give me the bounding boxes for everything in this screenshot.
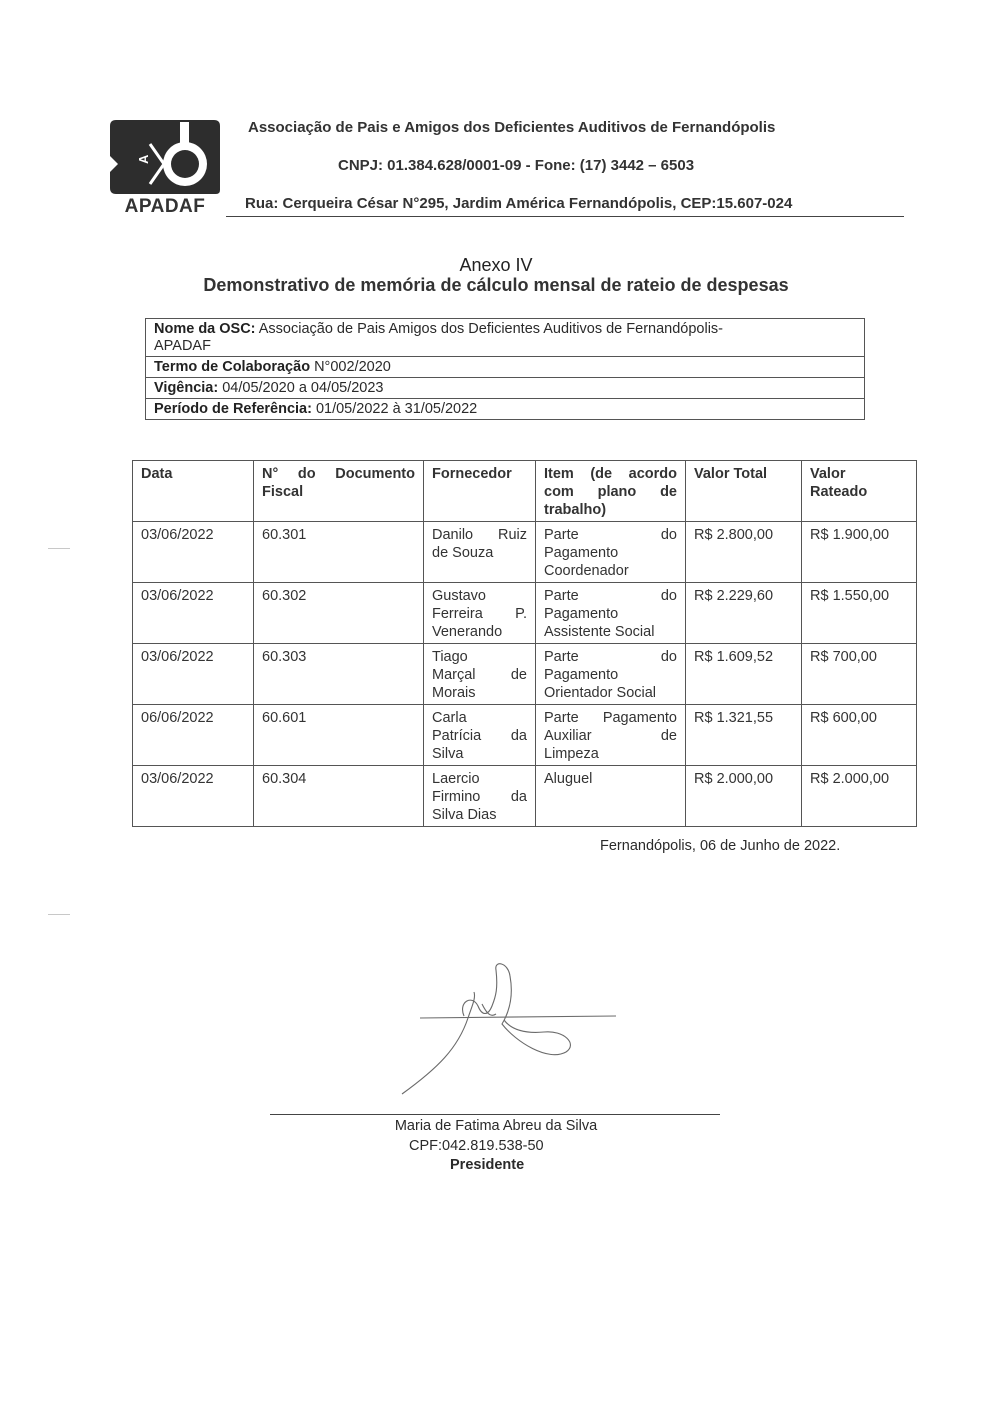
- cell-data: 06/06/2022: [133, 705, 254, 766]
- cell-valor-total: R$ 2.000,00: [686, 766, 802, 827]
- cell-documento: 60.301: [254, 522, 424, 583]
- org-name: Associação de Pais e Amigos dos Deficientes Auditivos de Fernandópolis: [248, 119, 776, 136]
- cell-item: Aluguel: [536, 766, 686, 827]
- logo-text: APADAF: [124, 196, 206, 217]
- cell-fornecedor: Tiago Marçal de Morais: [424, 644, 536, 705]
- address: Rua: Cerqueira César N°295, Jardim América Fernandópolis, CEP:15.607-024: [245, 195, 793, 212]
- header-item: Item (de acordo com plano de trabalho): [536, 461, 686, 522]
- vigencia-row: [146, 378, 864, 399]
- cell-valor-total: R$ 2.229,60: [686, 583, 802, 644]
- table-row: [133, 705, 917, 766]
- termo-value: N°002/2020: [310, 359, 391, 375]
- vigencia-value: 04/05/2020 a 04/05/2023: [218, 380, 384, 396]
- cell-valor-rateado: R$ 600,00: [802, 705, 917, 766]
- cell-data: 03/06/2022: [133, 522, 254, 583]
- scan-mark: [48, 914, 70, 915]
- cell-valor-rateado: R$ 700,00: [802, 644, 917, 705]
- periodo-row: [146, 399, 864, 420]
- expense-table: [132, 460, 917, 827]
- cell-documento: 60.302: [254, 583, 424, 644]
- periodo-value: 01/05/2022 à 31/05/2022: [311, 401, 478, 417]
- document-subtitle: Demonstrativo de memória de cálculo mensal de rateio de despesas: [203, 275, 789, 295]
- table-row: [133, 583, 917, 644]
- header-data: Data: [133, 461, 254, 522]
- table-row: [133, 644, 917, 705]
- cell-fornecedor: Gustavo Ferreira P. Venerando: [424, 583, 536, 644]
- cell-valor-total: R$ 2.800,00: [686, 522, 802, 583]
- osc-info-box: [145, 318, 865, 420]
- place-date: Fernandópolis, 06 de Junho de 2022.: [600, 838, 841, 854]
- table-row: [133, 766, 917, 827]
- cell-documento: 60.304: [254, 766, 424, 827]
- cell-valor-rateado: R$ 1.550,00: [802, 583, 917, 644]
- periodo-label: Período de Referência:: [154, 401, 312, 417]
- termo-row: [146, 357, 864, 378]
- osc-name-row: [146, 319, 864, 357]
- cell-fornecedor: Danilo Ruiz de Souza: [424, 522, 536, 583]
- cell-data: 03/06/2022: [133, 766, 254, 827]
- cnpj-phone: CNPJ: 01.384.628/0001-09 - Fone: (17) 3442 – 6503: [338, 157, 695, 174]
- header-fornecedor: Fornecedor: [424, 461, 536, 522]
- vigencia-label: Vigência:: [154, 380, 219, 396]
- cell-documento: 60.601: [254, 705, 424, 766]
- header-valor-total: Valor Total: [686, 461, 802, 522]
- osc-name-label: Nome da OSC:: [154, 321, 256, 337]
- termo-label: Termo de Colaboração: [154, 359, 311, 375]
- cell-valor-total: R$ 1.609,52: [686, 644, 802, 705]
- table-row: [133, 522, 917, 583]
- osc-name-value: Associação de Pais Amigos dos Deficientes Auditivos de Fernandópolis-: [255, 321, 723, 337]
- cell-data: 03/06/2022: [133, 644, 254, 705]
- header-documento: N° do Documento Fiscal: [254, 461, 424, 522]
- signatory-role: Presidente: [450, 1157, 525, 1173]
- table-header-row: [133, 461, 917, 522]
- scan-mark: [48, 548, 70, 549]
- annex-title: Anexo IV: [459, 255, 533, 275]
- cell-fornecedor: Carla Patrícia da Silva: [424, 705, 536, 766]
- cell-item: Parte do Pagamento Coordenador: [536, 522, 686, 583]
- svg-text:A: A: [136, 154, 151, 164]
- header-divider: [226, 216, 904, 217]
- signature-line: [270, 1114, 720, 1115]
- cell-documento: 60.303: [254, 644, 424, 705]
- cell-data: 03/06/2022: [133, 583, 254, 644]
- cell-item: Parte Pagamento Auxiliar de Limpeza: [536, 705, 686, 766]
- cell-item: Parte do Pagamento Assistente Social: [536, 583, 686, 644]
- apadaf-logo: [106, 116, 224, 218]
- signatory-cpf: CPF:042.819.538-50: [409, 1138, 544, 1154]
- cell-fornecedor: Laercio Firmino da Silva Dias: [424, 766, 536, 827]
- header-valor-rateado: Valor Rateado: [802, 461, 917, 522]
- signatory-name: Maria de Fatima Abreu da Silva: [394, 1118, 598, 1134]
- osc-name-value-cont: APADAF: [154, 338, 211, 354]
- cell-item: Parte do Pagamento Orientador Social: [536, 644, 686, 705]
- cell-valor-rateado: R$ 2.000,00: [802, 766, 917, 827]
- cell-valor-total: R$ 1.321,55: [686, 705, 802, 766]
- cell-valor-rateado: R$ 1.900,00: [802, 522, 917, 583]
- handwritten-signature: [398, 958, 628, 1103]
- logo-graphic: [106, 116, 224, 196]
